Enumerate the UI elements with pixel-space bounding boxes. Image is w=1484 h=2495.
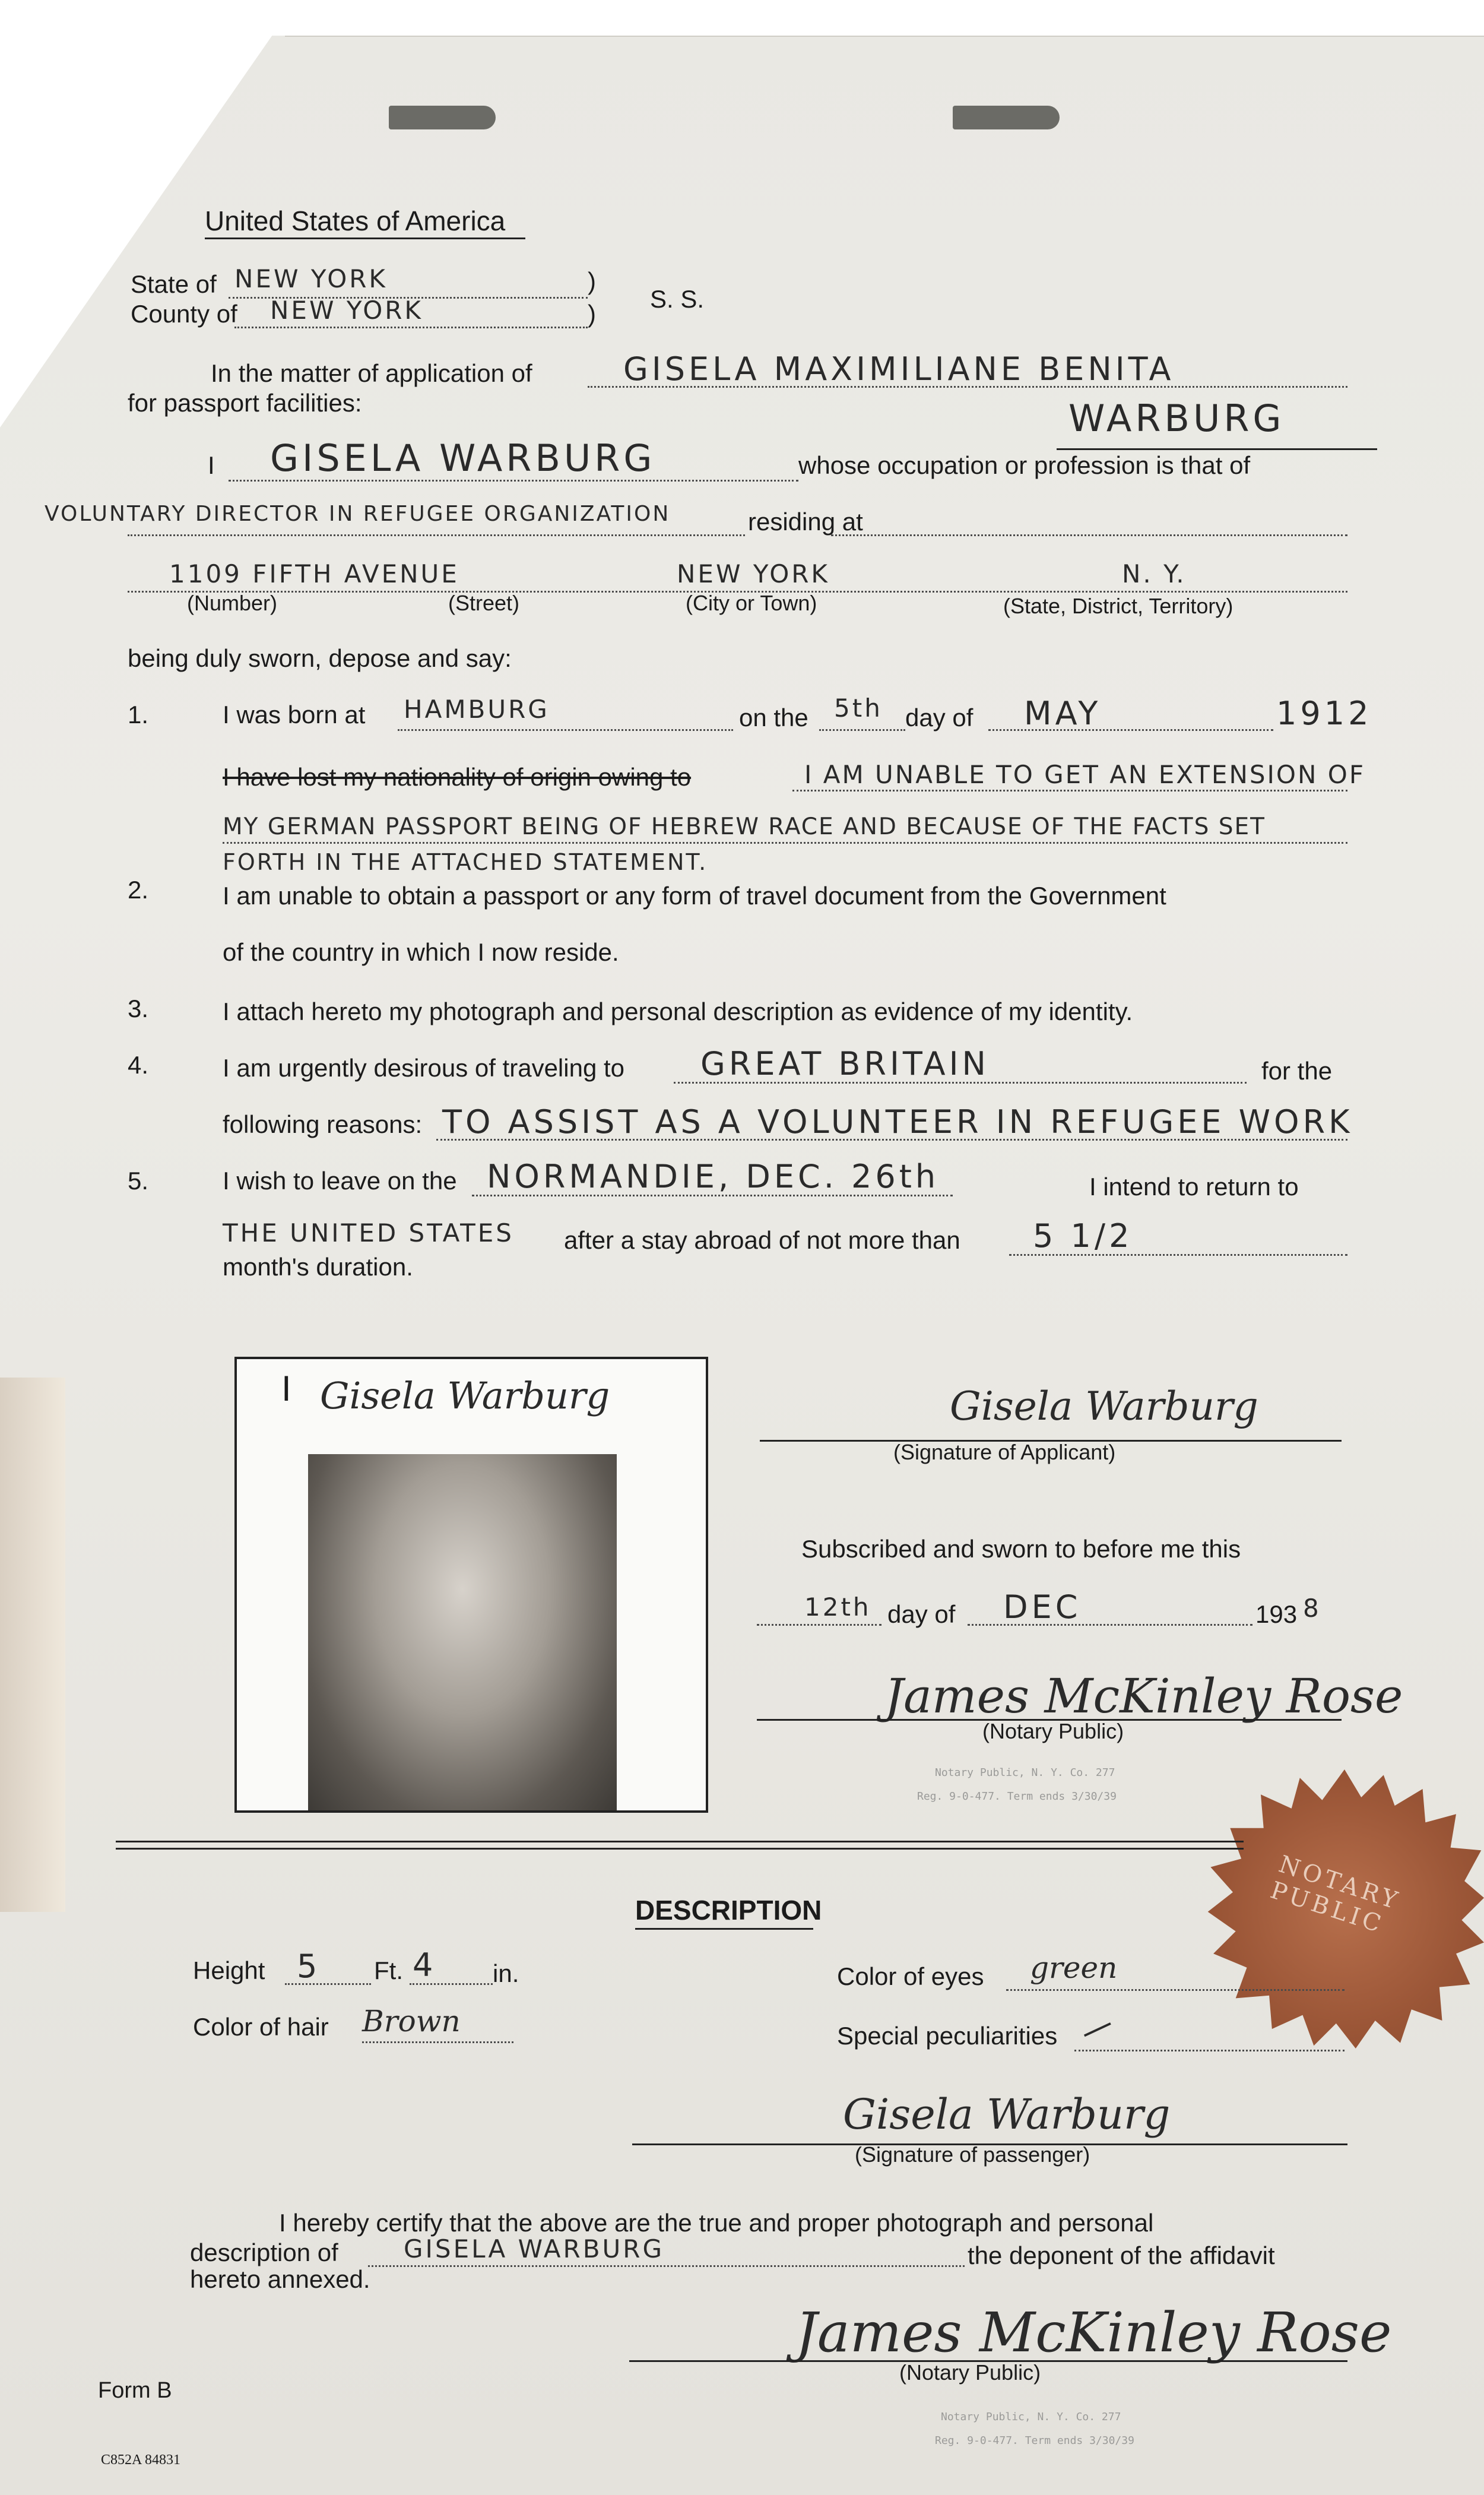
birthplace: HAMBURG [404, 695, 550, 724]
height-feet: 5 [297, 1948, 321, 1985]
stay-label: after a stay abroad of not more than [564, 1226, 960, 1254]
applicant-given-names: GISELA MAXIMILIANE BENITA [623, 350, 1175, 388]
reasons-label: following reasons: [223, 1110, 423, 1138]
hair-label: Color of hair [193, 2013, 329, 2041]
matter-prefix: In the matter of application of [211, 359, 532, 387]
unable-line-1: I am unable to obtain a passport or any form of travel document from the Government [223, 882, 1166, 910]
birth-year: 1912 [1276, 695, 1372, 732]
passenger-signature: Gisela Warburg [843, 2090, 1171, 2139]
subscribed-text: Subscribed and sworn to before me this [801, 1535, 1241, 1563]
item-3-number: 3. [128, 995, 149, 1022]
attached-paper-tab [0, 1378, 65, 1912]
notary-stamp-2a: Notary Public, N. Y. Co. 277 [941, 2411, 1121, 2423]
applicant-surname: WARBURG [1068, 397, 1285, 440]
unable-line-2: of the country in which I now reside. [223, 938, 619, 966]
special-peculiarities-value: — [1074, 2002, 1122, 2051]
fastener-right [953, 106, 1060, 129]
heading-underline [205, 238, 525, 239]
applicant-signature-label: (Signature of Applicant) [893, 1440, 1116, 1464]
form-code: C852A 84831 [101, 2452, 181, 2468]
item-1-number: 1. [128, 701, 149, 729]
certify-line-1: I hereby certify that the above are the true and proper photograph and personal [279, 2209, 1154, 2237]
travel-reasons: TO ASSIST AS A VOLUNTEER IN REFUGEE WORK [442, 1103, 1353, 1141]
notary-label-1: (Notary Public) [982, 1719, 1124, 1743]
state-value: NEW YORK [234, 264, 388, 293]
nationality-reason-3: FORTH IN THE ATTACHED STATEMENT. [223, 849, 708, 875]
hair-color: Brown [362, 2004, 461, 2038]
notary-stamp-1b: Reg. 9-0-477. Term ends 3/30/39 [917, 1790, 1117, 1803]
address-city: NEW YORK [677, 559, 830, 588]
state-label: State of [131, 270, 217, 298]
section-divider [116, 1841, 1244, 1842]
leave-label: I wish to leave on the [223, 1167, 457, 1195]
notary-stamp-2b: Reg. 9-0-477. Term ends 3/30/39 [935, 2434, 1134, 2447]
deponent-text: the deponent of the affidavit [968, 2241, 1275, 2269]
on-the-label: on the [739, 704, 808, 732]
applicant-signature: Gisela Warburg [950, 1383, 1258, 1429]
applicant-photograph [234, 1357, 708, 1813]
day-of-label: day of [905, 704, 974, 732]
fold-line [285, 36, 1484, 37]
item-2-number: 2. [128, 876, 149, 904]
notary-seal-text: NOTARY PUBLIC [1267, 1850, 1404, 1939]
sworn-month: DEC [1003, 1588, 1082, 1626]
travel-destination: GREAT BRITAIN [700, 1045, 990, 1082]
sworn-day: 12th [804, 1592, 871, 1622]
duration-label: month's duration. [223, 1253, 413, 1281]
sworn-day-of-label: day of [887, 1600, 956, 1628]
applicant-name: GISELA WARBURG [270, 436, 656, 480]
return-label: I intend to return to [1089, 1173, 1299, 1201]
birth-day: 5th [834, 694, 883, 723]
item-5-number: 5. [128, 1167, 149, 1195]
label-state: (State, District, Territory) [1003, 594, 1234, 618]
born-label: I was born at [223, 701, 366, 729]
occupation-label: whose occupation or profession is that of [798, 451, 1251, 479]
label-number: (Number) [187, 591, 278, 615]
travel-label: I am urgently desirous of traveling to [223, 1054, 625, 1082]
height-label: Height [193, 1956, 265, 1984]
eye-color: green [1030, 1951, 1118, 1985]
certified-name: GISELA WARBURG [404, 2234, 665, 2263]
height-inches: 4 [413, 1946, 437, 1984]
departure-ship-date: NORMANDIE, DEC. 26th [487, 1158, 940, 1195]
nationality-struck-text: I have lost my nationality of origin owing to [223, 763, 692, 791]
feet-label: Ft. [374, 1956, 403, 1984]
ss-label: S. S. [650, 285, 705, 313]
notary-stamp-1a: Notary Public, N. Y. Co. 277 [935, 1766, 1115, 1779]
return-country: THE UNITED STATES [223, 1218, 514, 1248]
eyes-label: Color of eyes [837, 1962, 984, 1990]
sworn-year-prefix: 193 [1255, 1600, 1298, 1628]
attach-statement: I attach hereto my photograph and personal description as evidence of my identity. [223, 998, 1133, 1025]
inches-label: in. [493, 1959, 519, 1987]
photo-signature: Gisela Warburg [320, 1374, 610, 1417]
notary-signature-2: James McKinley Rose [795, 2301, 1392, 2364]
nationality-reason-2: MY GERMAN PASSPORT BEING OF HEBREW RACE AND BECAUSE OF THE FACTS SET [223, 813, 1266, 840]
hereto-annexed: hereto annexed. [190, 2265, 370, 2293]
notary-label-2: (Notary Public) [899, 2360, 1041, 2385]
sworn-statement: being duly sworn, depose and say: [128, 644, 512, 672]
stay-months: 5 1/2 [1033, 1217, 1133, 1255]
sworn-year-digit: 8 [1303, 1594, 1321, 1623]
photo-mark: I [281, 1369, 291, 1408]
label-street: (Street) [448, 591, 520, 615]
portrait-image [308, 1454, 617, 1810]
notary-signature-1: James McKinley Rose [884, 1668, 1403, 1724]
description-of-label: description of [190, 2238, 338, 2266]
address-state: N. Y. [1122, 559, 1187, 588]
special-peculiarities-label: Special peculiarities [837, 2022, 1058, 2050]
passport-facilities-label: for passport facilities: [128, 389, 362, 417]
county-label: County of [131, 300, 237, 328]
address-street: 1109 FIFTH AVENUE [169, 559, 459, 588]
passenger-signature-label: (Signature of passenger) [855, 2142, 1090, 2167]
form-label: Form B [98, 2378, 172, 2403]
county-value: NEW YORK [270, 296, 423, 325]
residing-label: residing at [748, 508, 863, 536]
item-4-number: 4. [128, 1051, 149, 1079]
country-heading: United States of America [205, 205, 506, 236]
occupation-value: VOLUNTARY DIRECTOR IN REFUGEE ORGANIZATION [45, 502, 671, 526]
fastener-left [389, 106, 496, 129]
label-city: (City or Town) [686, 591, 817, 615]
description-title: DESCRIPTION [635, 1895, 822, 1926]
i-label: I [208, 451, 215, 479]
birth-month: MAY [1024, 695, 1102, 732]
for-the-label: for the [1261, 1057, 1333, 1085]
nationality-reason-1: I AM UNABLE TO GET AN EXTENSION OF [804, 760, 1365, 789]
